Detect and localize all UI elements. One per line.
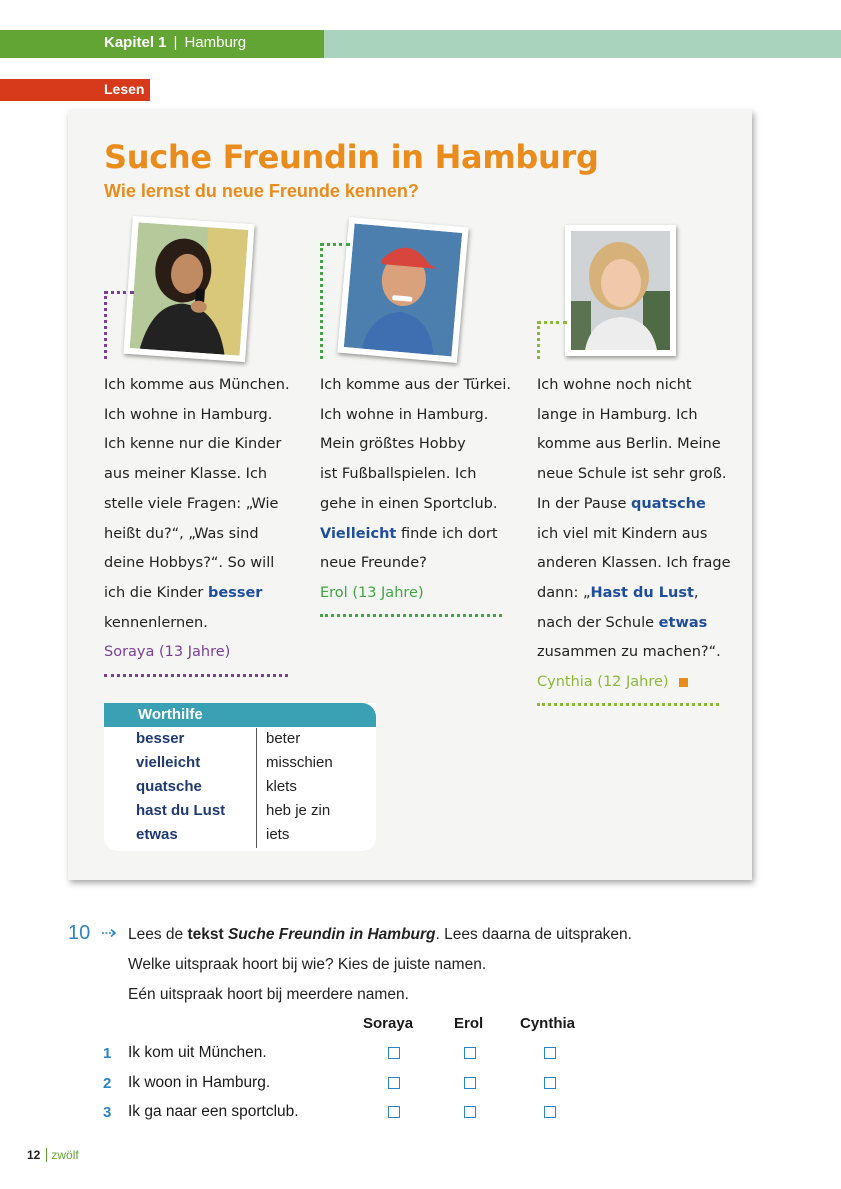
worthilfe-title: Worthilfe bbox=[138, 706, 203, 723]
erol-dotted-connector-v bbox=[320, 243, 323, 359]
keyword-quatsche: quatsche bbox=[631, 495, 706, 512]
cynthia-line: Ich wohne noch nicht bbox=[537, 377, 692, 393]
checkbox-1-cynthia[interactable] bbox=[544, 1047, 556, 1059]
soraya-line: kennenlernen. bbox=[104, 614, 208, 631]
section-label: Lesen bbox=[104, 81, 145, 97]
erol-line: gehe in einen Sportclub. bbox=[320, 495, 498, 512]
erol-line: Ich komme aus der Türkei. bbox=[320, 377, 511, 393]
column-header-erol: Erol bbox=[454, 1015, 484, 1032]
cynthia-line: ich viel mit Kindern aus bbox=[537, 525, 708, 542]
chapter-header-bar bbox=[0, 30, 841, 58]
chapter-topic: Hamburg bbox=[184, 34, 247, 51]
soraya-line: Ich kenne nur die Kinder bbox=[104, 436, 282, 453]
cynthia-signature-line bbox=[537, 668, 731, 698]
article-subtitle: Wie lernst du neue Freunde kennen? bbox=[104, 181, 419, 201]
exercise-instruction-2: Welke uitspraak hoort bij wie? Kies de juiste namen. bbox=[128, 956, 487, 973]
soraya-line: Ich wohne in Hamburg. bbox=[104, 406, 273, 423]
cynthia-line: zusammen zu machen?“. bbox=[537, 644, 721, 661]
checkbox-2-soraya[interactable] bbox=[388, 1077, 400, 1089]
erol-dotted-underline bbox=[320, 614, 502, 617]
erol-line: neue Freunde? bbox=[320, 555, 427, 572]
checkbox-2-cynthia[interactable] bbox=[544, 1077, 556, 1089]
page-footer bbox=[27, 1148, 79, 1162]
cynthia-line: anderen Klassen. Ich frage bbox=[537, 555, 731, 572]
worthilfe-dutch: klets bbox=[266, 778, 297, 795]
soraya-dotted-underline bbox=[104, 674, 288, 677]
checkbox-1-erol[interactable] bbox=[464, 1047, 476, 1059]
instruction-title: Suche Freundin in Hamburg bbox=[227, 926, 436, 943]
cynthia-line: komme aus Berlin. Meine bbox=[537, 436, 721, 453]
soraya-dotted-connector-v bbox=[104, 291, 107, 359]
worthilfe-german: vielleicht bbox=[136, 754, 201, 771]
cynthia-signature: Cynthia (12 Jahre) bbox=[537, 674, 669, 691]
chapter-title bbox=[104, 34, 246, 51]
page-number: 12 bbox=[27, 1148, 41, 1162]
instruction-part: . Lees daarna de uitspraken. bbox=[435, 926, 632, 943]
column-header-cynthia: Cynthia bbox=[520, 1015, 576, 1032]
keyword-etwas: etwas bbox=[658, 614, 708, 631]
soraya-signature: Soraya (13 Jahre) bbox=[104, 644, 231, 661]
exercise-number: 10 bbox=[68, 922, 91, 944]
cynthia-line-part: In der Pause bbox=[537, 495, 632, 512]
checkbox-3-cynthia[interactable] bbox=[544, 1106, 556, 1118]
section-label-bar bbox=[0, 79, 150, 101]
keyword-besser: besser bbox=[208, 584, 263, 601]
soraya-dotted-connector-h bbox=[104, 291, 134, 294]
photo-cynthia bbox=[565, 225, 676, 356]
soraya-line: deine Hobbys?“. So will bbox=[104, 555, 275, 572]
exercise-instruction-1 bbox=[128, 926, 632, 944]
statement-text: Ik ga naar een sportclub. bbox=[128, 1103, 299, 1120]
erol-line: ist Fußballspielen. Ich bbox=[320, 466, 477, 483]
cynthia-line: neue Schule ist sehr groß. bbox=[537, 466, 727, 483]
checkbox-3-erol[interactable] bbox=[464, 1106, 476, 1118]
soraya-text bbox=[104, 371, 290, 668]
cynthia-dotted-connector-h bbox=[537, 321, 567, 324]
erol-line bbox=[320, 520, 511, 550]
checkbox-1-soraya[interactable] bbox=[388, 1047, 400, 1059]
cynthia-line bbox=[537, 490, 731, 520]
chapter-header-green bbox=[0, 30, 324, 58]
cynthia-text bbox=[537, 371, 731, 698]
worthilfe-dutch: misschien bbox=[266, 754, 333, 771]
worthilfe-divider bbox=[256, 728, 257, 848]
statement-number: 1 bbox=[103, 1045, 112, 1062]
worthilfe-german: hast du Lust bbox=[136, 802, 226, 819]
statement-number: 3 bbox=[103, 1104, 112, 1121]
cynthia-line-part: dann: „ bbox=[537, 584, 591, 601]
checkbox-2-erol[interactable] bbox=[464, 1077, 476, 1089]
checkbox-3-soraya[interactable] bbox=[388, 1106, 400, 1118]
erol-line-part: finde ich dort bbox=[396, 525, 498, 542]
worthilfe-dutch: iets bbox=[266, 826, 290, 843]
statement-text: Ik woon in Hamburg. bbox=[128, 1074, 271, 1091]
column-header-soraya: Soraya bbox=[363, 1015, 414, 1032]
chapter-label: Kapitel 1 bbox=[104, 34, 167, 51]
statement-number: 2 bbox=[103, 1075, 112, 1092]
page-number-word: zwölf bbox=[46, 1148, 78, 1162]
cynthia-line bbox=[537, 609, 731, 639]
cynthia-dotted-connector-v bbox=[537, 321, 540, 359]
article-title: Suche Freundin in Hamburg bbox=[104, 138, 599, 176]
end-square-icon bbox=[679, 678, 688, 687]
header-separator: | bbox=[173, 34, 178, 51]
worthilfe-german: besser bbox=[136, 730, 185, 747]
instruction-part: Lees de bbox=[128, 926, 188, 943]
soraya-line bbox=[104, 579, 290, 609]
erol-line: Mein größtes Hobby bbox=[320, 436, 466, 453]
exercise-instruction-3: Eén uitspraak hoort bij meerdere namen. bbox=[128, 986, 409, 1003]
keyword-hast-du-lust: Hast du Lust bbox=[590, 584, 694, 601]
soraya-line: stelle viele Fragen: „Wie bbox=[104, 495, 279, 512]
erol-text bbox=[320, 371, 511, 609]
worthilfe-dutch: beter bbox=[266, 730, 301, 747]
arrow-right-icon bbox=[102, 928, 118, 938]
worthilfe-header bbox=[104, 703, 376, 727]
soraya-line: aus meiner Klasse. Ich bbox=[104, 466, 268, 483]
photo-erol bbox=[337, 217, 468, 363]
photo-soraya bbox=[123, 216, 254, 362]
statement-text: Ik kom uit München. bbox=[128, 1044, 267, 1061]
cynthia-line: lange in Hamburg. Ich bbox=[537, 406, 698, 423]
cynthia-dotted-underline bbox=[537, 703, 719, 706]
erol-signature: Erol (13 Jahre) bbox=[320, 584, 424, 601]
worthilfe-german: quatsche bbox=[136, 778, 202, 795]
soraya-line: heißt du?“, „Was sind bbox=[104, 525, 259, 542]
worthilfe-german: etwas bbox=[136, 826, 178, 843]
cynthia-line bbox=[537, 579, 731, 609]
instruction-bold: tekst bbox=[187, 926, 228, 943]
worthilfe-dutch: heb je zin bbox=[266, 802, 331, 819]
cynthia-line-part: nach der Schule bbox=[537, 614, 659, 631]
keyword-vielleicht: Vielleicht bbox=[320, 525, 397, 542]
erol-line: Ich wohne in Hamburg. bbox=[320, 406, 489, 423]
soraya-line: Ich komme aus München. bbox=[104, 377, 290, 393]
soraya-line-part: ich die Kinder bbox=[104, 584, 208, 601]
cynthia-line-part: , bbox=[693, 584, 699, 601]
erol-dotted-connector-h bbox=[320, 243, 350, 246]
